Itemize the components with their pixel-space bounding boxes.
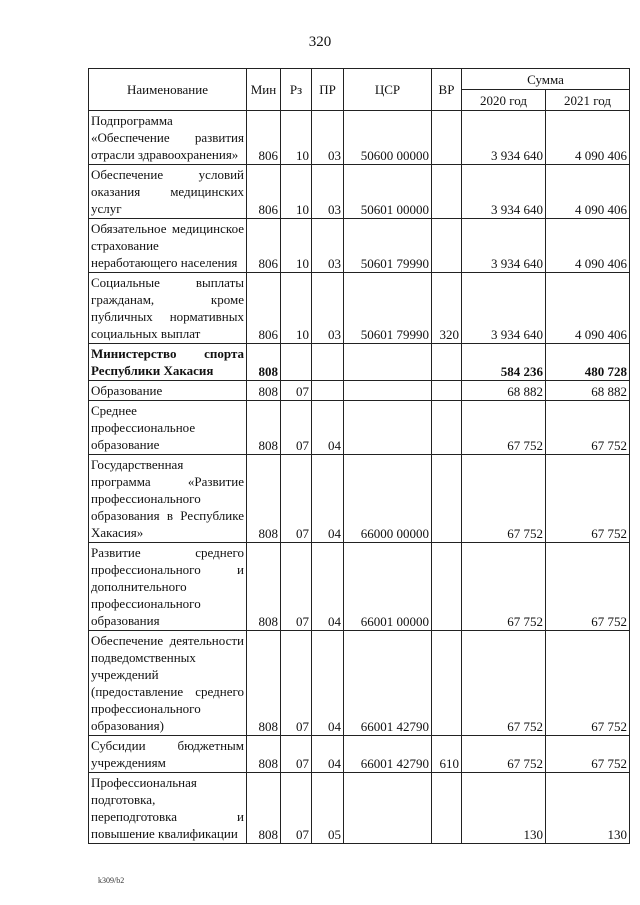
header-csr: ЦСР [344,69,432,111]
cell-y2021: 67 752 [546,401,630,455]
header-name: Наименование [89,69,247,111]
header-sum: Сумма [462,69,630,90]
cell-vr [432,344,462,381]
cell-y2020: 3 934 640 [462,273,546,344]
table-row [89,219,630,273]
cell-min: 806 [247,219,281,273]
cell-csr [344,401,432,455]
cell-pr: 04 [312,543,344,631]
cell-min: 808 [247,773,281,844]
cell-y2020: 3 934 640 [462,111,546,165]
table-row [89,736,630,773]
cell-name: Обязательное медицинское страхование неработающего населения [89,219,247,273]
table-body [89,111,630,844]
cell-vr [432,773,462,844]
table-row [89,455,630,543]
cell-y2021: 4 090 406 [546,219,630,273]
cell-y2020: 67 752 [462,401,546,455]
cell-name: Социальные выплаты гражданам, кроме публичных нормативных социальных выплат [89,273,247,344]
cell-vr: 320 [432,273,462,344]
cell-csr [344,344,432,381]
cell-rz: 07 [281,736,312,773]
cell-vr [432,165,462,219]
table-row [89,381,630,401]
cell-min: 806 [247,273,281,344]
cell-name: Министерство спорта Республики Хакасия [89,344,247,381]
table-row [89,543,630,631]
cell-min: 808 [247,631,281,736]
cell-min: 808 [247,736,281,773]
header-pr: ПР [312,69,344,111]
cell-y2021: 67 752 [546,543,630,631]
table-row [89,773,630,844]
cell-vr [432,111,462,165]
cell-csr: 66001 42790 [344,631,432,736]
header-rz: Рз [281,69,312,111]
table-row [89,401,630,455]
cell-y2020: 67 752 [462,631,546,736]
page-number: 320 [308,34,332,50]
cell-min: 808 [247,344,281,381]
cell-rz: 10 [281,165,312,219]
cell-rz: 10 [281,219,312,273]
cell-csr: 66001 00000 [344,543,432,631]
cell-name: Государственная программа «Развитие профессионального образования в Республике Хакасия» [89,455,247,543]
cell-y2021: 130 [546,773,630,844]
cell-name: Обеспечение деятельности подведомственных учреждений (предоставление среднего профессионального образования) [89,631,247,736]
cell-y2020: 584 236 [462,344,546,381]
cell-name: Развитие среднего профессионального и дополнительного профессионального образования [89,543,247,631]
cell-min: 806 [247,165,281,219]
cell-vr: 610 [432,736,462,773]
header-min: Мин [247,69,281,111]
cell-pr [312,381,344,401]
cell-name: Субсидии бюджетным учреждениям [89,736,247,773]
cell-vr [432,401,462,455]
cell-y2021: 67 752 [546,455,630,543]
cell-pr: 04 [312,736,344,773]
cell-csr [344,381,432,401]
cell-y2020: 3 934 640 [462,165,546,219]
cell-rz [281,344,312,381]
cell-name: Профессиональная подготовка, переподготовка и повышение квалификации [89,773,247,844]
table-row [89,344,630,381]
cell-name: Образование [89,381,247,401]
cell-pr: 05 [312,773,344,844]
cell-rz: 07 [281,455,312,543]
cell-rz: 07 [281,631,312,736]
cell-csr: 50601 00000 [344,165,432,219]
cell-csr [344,773,432,844]
footer-code: k309/b2 [98,876,125,885]
cell-vr [432,543,462,631]
cell-y2020: 67 752 [462,736,546,773]
cell-y2021: 67 752 [546,631,630,736]
table-row [89,631,630,736]
header-year-2020: 2020 год [462,90,546,111]
cell-pr: 03 [312,273,344,344]
cell-rz: 10 [281,273,312,344]
cell-pr: 03 [312,219,344,273]
cell-vr [432,631,462,736]
cell-vr [432,219,462,273]
cell-min: 806 [247,111,281,165]
cell-y2021: 67 752 [546,736,630,773]
cell-pr: 04 [312,631,344,736]
cell-name: Обеспечение условий оказания медицинских услуг [89,165,247,219]
cell-y2021: 480 728 [546,344,630,381]
cell-y2020: 67 752 [462,543,546,631]
cell-y2020: 68 882 [462,381,546,401]
header-vr: ВР [432,69,462,111]
cell-rz: 07 [281,401,312,455]
cell-csr: 50600 00000 [344,111,432,165]
cell-y2020: 130 [462,773,546,844]
cell-rz: 07 [281,381,312,401]
cell-csr: 66000 00000 [344,455,432,543]
cell-pr: 03 [312,111,344,165]
cell-csr: 66001 42790 [344,736,432,773]
cell-pr: 04 [312,401,344,455]
header-year-2021: 2021 год [546,90,630,111]
table-row [89,165,630,219]
cell-y2021: 4 090 406 [546,273,630,344]
cell-pr: 03 [312,165,344,219]
cell-csr: 50601 79990 [344,273,432,344]
cell-min: 808 [247,381,281,401]
cell-y2021: 4 090 406 [546,111,630,165]
cell-name: Среднее профессиональное образование [89,401,247,455]
cell-vr [432,381,462,401]
table-row [89,273,630,344]
budget-table [88,68,630,844]
cell-y2021: 68 882 [546,381,630,401]
cell-y2021: 4 090 406 [546,165,630,219]
cell-name: Подпрограмма «Обеспечение развития отрасли здравоохранения» [89,111,247,165]
cell-csr: 50601 79990 [344,219,432,273]
cell-rz: 10 [281,111,312,165]
cell-pr [312,344,344,381]
cell-y2020: 67 752 [462,455,546,543]
cell-pr: 04 [312,455,344,543]
cell-rz: 07 [281,543,312,631]
table-row [89,111,630,165]
cell-y2020: 3 934 640 [462,219,546,273]
cell-min: 808 [247,455,281,543]
cell-vr [432,455,462,543]
cell-min: 808 [247,543,281,631]
cell-min: 808 [247,401,281,455]
cell-rz: 07 [281,773,312,844]
